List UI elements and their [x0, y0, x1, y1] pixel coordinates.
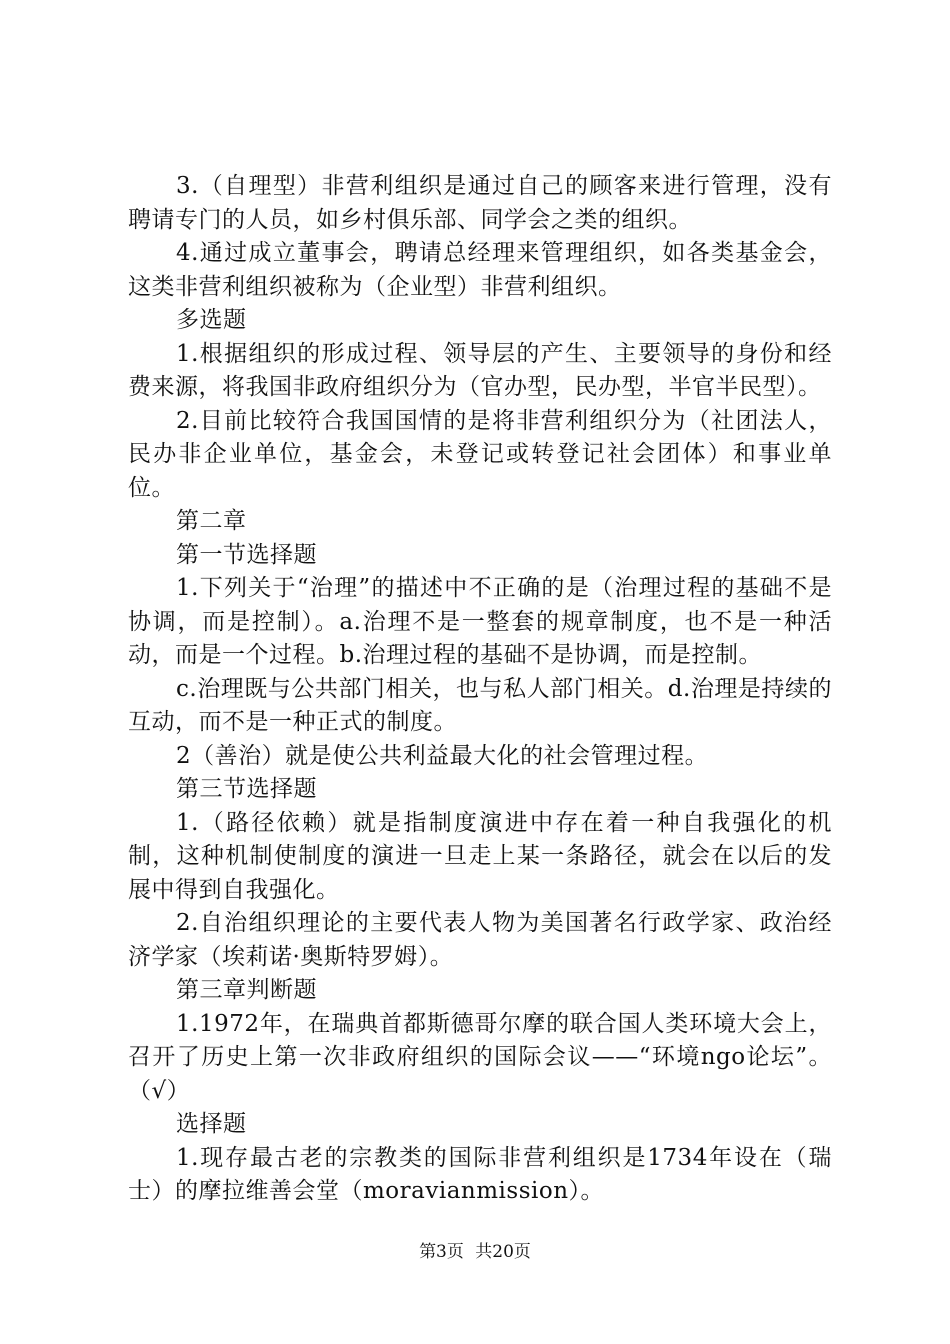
page-total: 共20页 — [475, 1242, 531, 1262]
paragraph: 1.现存最古老的宗教类的国际非营利组织是1734年设在（瑞士）的摩拉维善会堂（moravianmission）。 — [128, 1144, 832, 1204]
paragraph: 4.通过成立董事会，聘请总经理来管理组织，如各类基金会，这类非营利组织被称为（企业型）非营利组织。 — [128, 240, 832, 300]
paragraph: 1.（路径依赖）就是指制度演进中存在着一种自我强化的机制，这种机制使制度的演进一旦走上某一条路径，就会在以后的发展中得到自我强化。 — [128, 809, 832, 903]
section-heading: 选择题 — [176, 1111, 247, 1137]
paragraph: 2（善治）就是使公共利益最大化的社会管理过程。 — [176, 742, 709, 769]
chapter-heading: 第三章判断题 — [176, 977, 317, 1003]
chapter-heading: 第二章 — [176, 508, 247, 534]
page-footer — [0, 1241, 950, 1263]
section-heading: 多选题 — [176, 307, 247, 333]
paragraph: 2.自治组织理论的主要代表人物为美国著名行政学家、政治经济学家（埃莉诺·奥斯特罗姆）。 — [128, 910, 832, 970]
section-heading: 第一节选择题 — [176, 541, 317, 568]
paragraph: 3.（自理型）非营利组织是通过自己的顾客来进行管理，没有聘请专门的人员，如乡村俱乐部、同学会之类的组织。 — [128, 173, 832, 233]
section-heading: 第三节选择题 — [176, 776, 317, 802]
document-body — [128, 170, 832, 1209]
paragraph: 1.下列关于“治理”的描述中不正确的是（治理过程的基础不是协调，而是控制）。a.治理不是一整套的规章制度，也不是一种活动，而是一个过程。b.治理过程的基础不是协调，而是控制。 — [128, 575, 832, 668]
paragraph: c.治理既与公共部门相关，也与私人部门相关。d.治理是持续的互动，而不是一种正式的制度。 — [128, 675, 832, 735]
paragraph: 1.根据组织的形成过程、领导层的产生、主要领导的身份和经费来源，将我国非政府组织分为（官办型，民办型，半官半民型）。 — [128, 340, 832, 400]
paragraph: 2.目前比较符合我国国情的是将非营利组织分为（社团法人，民办非企业单位，基金会，未登记或转登记社会团体）和事业单位。 — [128, 407, 832, 501]
page-number: 第3页 — [419, 1242, 464, 1262]
paragraph: 1.1972年，在瑞典首都斯德哥尔摩的联合国人类环境大会上，召开了历史上第一次非政府组织的国际会议——“环境ngo论坛”。（√） — [128, 1010, 832, 1104]
